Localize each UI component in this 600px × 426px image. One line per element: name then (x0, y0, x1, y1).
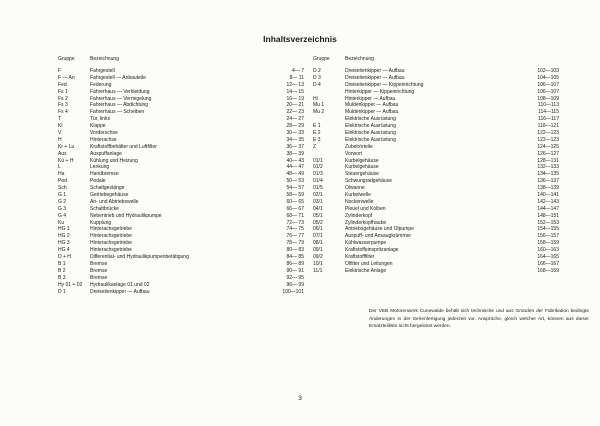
toc-description: Kurbelgehäuse (345, 164, 379, 171)
toc-group-code: F (58, 68, 62, 74)
toc-row (313, 233, 561, 240)
toc-description: Nebentrieb und Hydraulikpumpe (90, 212, 162, 219)
toc-pages: 108—109 (537, 95, 559, 102)
toc-pages: 156—157 (537, 233, 559, 240)
toc-group-code: H (58, 136, 62, 143)
toc-row (313, 171, 561, 178)
toc-row (58, 89, 306, 96)
toc-pages: 132—133 (537, 164, 559, 171)
toc-pages: 138—139 (537, 185, 559, 192)
toc-group-code: E 3 (313, 136, 321, 143)
toc-row (313, 226, 561, 233)
toc-description: Vorwort (345, 150, 362, 157)
toc-description: Kurbelgehäuse (345, 157, 379, 164)
toc-pages: 154—155 (537, 226, 559, 233)
toc-row (58, 226, 306, 233)
toc-description: Klappe (90, 123, 106, 130)
toc-description: Muldenkipper — Aufbau (345, 102, 399, 109)
toc-row (58, 171, 306, 178)
toc-row (313, 240, 561, 247)
toc-pages: 122—123 (537, 136, 559, 143)
toc-pages: 58— 59 (286, 192, 304, 199)
toc-group-code: E 2 (313, 130, 321, 137)
toc-pages: 106—107 (537, 88, 559, 95)
toc-row (58, 82, 306, 89)
toc-row (313, 144, 561, 151)
toc-group-code: 09/1 (313, 247, 323, 254)
toc-pages: 168—169 (537, 267, 559, 274)
toc-group-code: B 1 (58, 260, 66, 267)
toc-group-code: 09/2 (313, 254, 323, 261)
toc-description: Dreiseitenkipper — Kippeinrichtung (345, 81, 424, 88)
toc-pages: 12— 13 (286, 81, 304, 88)
toc-description: Getriebegehäuse (90, 192, 129, 199)
toc-pages: 40— 43 (286, 157, 304, 164)
toc-group-code: Sch (58, 185, 67, 192)
toc-group-code: 01/4 (313, 178, 323, 185)
toc-description: Hinterkipper — Kippeinrichtung (345, 88, 415, 95)
toc-description: Kühlung und Heizung (90, 157, 138, 164)
toc-row (313, 268, 561, 275)
toc-row (58, 109, 306, 116)
toc-group-code: Ha (58, 171, 65, 178)
toc-group-code: L (58, 164, 61, 171)
toc-description: Elektrische Anlage (345, 267, 387, 274)
toc-row (58, 240, 306, 247)
page-number: 3 (298, 395, 302, 402)
toc-pages: 76— 77 (286, 233, 304, 240)
toc-row (58, 233, 306, 240)
toc-pages: 4— 7 (292, 68, 304, 74)
toc-row (313, 158, 561, 165)
toc-description: Antriebsgehäuse und Ölpumpe (345, 226, 414, 233)
toc-group-code (313, 116, 345, 123)
toc-row (313, 82, 561, 89)
header-gruppe: Gruppe (313, 56, 330, 62)
toc-description: Tür, links (90, 116, 111, 123)
toc-row (313, 261, 561, 268)
toc-description: Bremse (90, 267, 108, 274)
toc-row (58, 213, 306, 220)
toc-group-code: G 1 (58, 192, 67, 199)
toc-row (313, 116, 561, 123)
toc-row (313, 199, 561, 206)
toc-group-code: HG 3 (58, 240, 70, 247)
toc-description: Hinterachsgetriebe (90, 240, 132, 247)
toc-row (313, 164, 561, 171)
toc-description: Steuergehäuse (345, 171, 379, 178)
toc-row (313, 185, 561, 192)
toc-group-code: Ped (58, 178, 67, 185)
toc-pages: 128—131 (537, 157, 559, 164)
header-bezeichnung: Bezeichnung (90, 56, 119, 62)
toc-description: Nockenwelle (345, 198, 374, 205)
toc-group-code: G 4 (58, 212, 67, 219)
toc-row (58, 275, 306, 282)
toc-group-code: Fs 3 (58, 102, 68, 109)
toc-group-code: 10/1 (313, 260, 323, 267)
toc-pages: 134—135 (537, 171, 559, 178)
toc-pages: 38— 39 (286, 150, 304, 157)
toc-group-code: Aus (58, 150, 67, 157)
toc-pages: 8— 11 (289, 74, 304, 81)
disclaimer-note: Der VEB Motorenwerk Cunewalde behält sich technische und aus Gründen der Fabrikation bedingte Änderungen in der Serienfertigung jederzeit vor. Ansprüche, gleich welcher Art, können aus dieser Ersatzteilliste nicht hergeleitet werden. (369, 309, 589, 330)
toc-row (313, 151, 561, 158)
toc-group-code (313, 89, 345, 96)
toc-description: Dreiseitenkipper — Aufbau (345, 74, 405, 81)
toc-column-left (58, 56, 306, 295)
toc-pages: 158—159 (537, 240, 559, 247)
toc-description: Zylinderkopfhaube (345, 219, 387, 226)
toc-group-code: HG 2 (58, 233, 70, 240)
toc-pages: 152—153 (537, 219, 559, 226)
toc-row (313, 178, 561, 185)
toc-description: Bremse (90, 274, 108, 281)
toc-group-code: Fs 4 (58, 109, 68, 116)
toc-pages: 144—147 (537, 205, 559, 212)
toc-description: Fahrgestell — Anbauteile (90, 74, 146, 81)
toc-row (58, 282, 306, 289)
toc-group-code: 07/1 (313, 233, 323, 240)
toc-description: Kupplung (90, 219, 112, 226)
toc-description: Schaltgestänge (90, 185, 125, 192)
toc-pages: 24— 27 (286, 116, 304, 123)
toc-group-code: 05/1 (313, 212, 323, 219)
toc-row (313, 220, 561, 227)
toc-column-right (313, 56, 561, 275)
toc-description: Auspuff- und Ansaugkrümmer (345, 233, 412, 240)
header-bezeichnung: Bezeichnung (345, 56, 374, 62)
toc-description: Lenkung (90, 164, 110, 171)
toc-row (313, 192, 561, 199)
toc-pages: 122—123 (537, 130, 559, 137)
toc-group-code: Kr + Lu (58, 143, 75, 150)
toc-description: Kraftstoffeinspritzanlage (345, 247, 399, 254)
toc-header (313, 56, 561, 64)
toc-pages: 90— 91 (286, 267, 304, 274)
toc-row (58, 102, 306, 109)
toc-description: Zubehörteile (345, 143, 373, 150)
toc-row (58, 192, 306, 199)
toc-description: Fahrgestell (90, 68, 115, 74)
toc-row (58, 151, 306, 158)
toc-description: Ölfilter und Leitungen (345, 260, 393, 267)
toc-description: Kühlwasserpumpe (345, 240, 387, 247)
toc-description: An- und Abtriebswelle (90, 198, 139, 205)
toc-pages: 78— 79 (286, 240, 304, 247)
toc-group-code: 03/1 (313, 198, 323, 205)
toc-pages: 86— 89 (286, 260, 304, 267)
toc-pages: 30— 33 (286, 130, 304, 137)
toc-description: Elektrische Ausrüstung (345, 123, 396, 130)
toc-group-code: V (58, 130, 62, 137)
toc-pages: 68— 71 (286, 212, 304, 219)
toc-description: Pedale (90, 178, 106, 185)
toc-group-code: G 2 (58, 198, 67, 205)
toc-pages: 102—103 (537, 68, 559, 74)
toc-description: Pleuel und Kolben (345, 205, 386, 212)
toc-group-code: T (58, 116, 62, 123)
toc-group-code: B 2 (58, 267, 66, 274)
toc-pages: 100—101 (282, 288, 304, 295)
toc-row (313, 213, 561, 220)
toc-pages: 166—167 (537, 260, 559, 267)
toc-pages: 14— 15 (286, 88, 304, 95)
header-gruppe: Gruppe (58, 56, 75, 62)
toc-row (58, 185, 306, 192)
toc-group-code: D 2 (313, 68, 321, 74)
toc-pages: 48— 49 (286, 171, 304, 178)
toc-description: Hinterachsgetriebe (90, 226, 132, 233)
toc-group-code: 02/1 (313, 192, 323, 199)
toc-pages: 114—115 (538, 109, 559, 116)
toc-description: Hinterachsgetriebe (90, 233, 132, 240)
toc-pages: 92— 95 (286, 274, 304, 281)
toc-group-code: 01/1 (313, 157, 323, 164)
toc-row (313, 75, 561, 82)
toc-group-code: Mu 1 (313, 102, 325, 109)
toc-pages: 106—107 (537, 81, 559, 88)
toc-pages: 116—117 (538, 116, 559, 123)
toc-group-code: 01/3 (313, 171, 323, 178)
toc-group-code: Hi (313, 95, 318, 102)
toc-header (58, 56, 306, 64)
toc-group-code: 06/1 (313, 226, 323, 233)
toc-pages: 84— 85 (286, 254, 304, 261)
toc-row (58, 75, 306, 82)
toc-group-code: G 3 (58, 205, 67, 212)
toc-description: Vorderschse (90, 130, 118, 137)
toc-group-code: 04/1 (313, 205, 323, 212)
toc-description: Hydraulikanlage 01 und 02 (90, 281, 150, 288)
toc-row (58, 144, 306, 151)
toc-row (58, 289, 306, 296)
toc-description: Dreiseitenkipper — Aufbau (345, 68, 405, 74)
toc-row (313, 102, 561, 109)
toc-row (58, 199, 306, 206)
toc-pages: 148—151 (537, 212, 559, 219)
toc-pages: 54— 57 (286, 185, 304, 192)
toc-pages: 74— 75 (286, 226, 304, 233)
toc-description: Elektrische Ausrüstung (345, 116, 396, 123)
toc-row (58, 261, 306, 268)
toc-group-code: D 3 (313, 74, 321, 81)
toc-group-code: D + H (58, 254, 71, 261)
toc-pages: 126—127 (537, 150, 559, 157)
toc-group-code: 08/1 (313, 240, 323, 247)
toc-pages: 22— 23 (286, 109, 304, 116)
toc-description: Elektrische Ausrüstung (345, 130, 396, 137)
toc-description: Muldenkipper — Aufbau (345, 109, 399, 116)
toc-pages: 164—165 (537, 254, 559, 261)
toc-description: Handbremse (90, 171, 119, 178)
toc-description: Schwungradgehäuse (345, 178, 392, 185)
toc-group-code: Fs 1 (58, 88, 68, 95)
toc-description: Differential- und Hydraulikpumpenbetätigung (90, 254, 189, 261)
toc-pages: 60— 65 (286, 198, 304, 205)
toc-pages: 118—121 (537, 123, 559, 130)
toc-pages: 104—105 (537, 74, 559, 81)
toc-group-code: Ku (58, 219, 65, 226)
toc-row (313, 89, 561, 96)
toc-description: Fahrerhaus — Verkleidung (90, 88, 150, 95)
toc-pages: 20— 21 (286, 102, 304, 109)
toc-pages: 142—143 (537, 198, 559, 205)
toc-row (58, 68, 306, 75)
toc-row (58, 123, 306, 130)
toc-group-code: 11/1 (313, 267, 323, 274)
toc-description: Auspuffanlage (90, 150, 122, 157)
toc-pages: 44— 47 (286, 164, 304, 171)
toc-row (313, 247, 561, 254)
toc-description: Ölwanne (345, 185, 365, 192)
toc-group-code: F — An (58, 74, 75, 81)
toc-description: Fahrerhaus — Verriegelung (90, 95, 152, 102)
toc-row (58, 220, 306, 227)
toc-group-code: Hy 01 + 02 (58, 281, 83, 288)
toc-description: Dreiseitenkipper — Aufbau (90, 288, 150, 295)
toc-row (58, 116, 306, 123)
toc-pages: 124—125 (537, 143, 559, 150)
toc-group-code: Kl (58, 123, 63, 130)
toc-description: Elektrische Ausrüstung (345, 136, 396, 143)
toc-row (58, 268, 306, 275)
toc-description: Bremse (90, 260, 108, 267)
toc-pages: 110—113 (538, 102, 559, 109)
toc-description: Schaltbrücke (90, 205, 119, 212)
toc-group-code: 01/5 (313, 185, 323, 192)
toc-group-code: Kü + H (58, 157, 74, 164)
toc-row (313, 96, 561, 103)
toc-description: Zylinderkopf (345, 212, 373, 219)
toc-pages: 28— 29 (286, 123, 304, 130)
toc-group-code: 05/2 (313, 219, 323, 226)
toc-row (313, 109, 561, 116)
toc-group-code: D 4 (313, 81, 321, 88)
toc-group-code: 01/2 (313, 164, 323, 171)
toc-pages: 16— 19 (286, 95, 304, 102)
toc-group-code: B 3 (58, 274, 66, 281)
toc-description: Kurbelwelle (345, 192, 371, 199)
toc-row (313, 254, 561, 261)
toc-group-code: D 1 (58, 288, 66, 295)
toc-pages: 136—137 (537, 178, 559, 185)
toc-row (58, 254, 306, 261)
toc-pages: 66— 67 (286, 205, 304, 212)
page-title: Inhaltsverzeichnis (263, 34, 337, 44)
toc-description: Hinterachsgetriebe (90, 247, 132, 254)
toc-group-code: Fed (58, 81, 67, 88)
toc-row (313, 68, 561, 75)
toc-row (313, 130, 561, 137)
toc-row (58, 247, 306, 254)
toc-row (313, 137, 561, 144)
toc-row (58, 206, 306, 213)
toc-pages: 96— 99 (286, 281, 304, 288)
toc-row (58, 96, 306, 103)
toc-row (58, 137, 306, 144)
toc-group-code: HG 4 (58, 247, 70, 254)
toc-description: Hinterachse (90, 136, 117, 143)
toc-pages: 34— 35 (286, 136, 304, 143)
toc-row (58, 178, 306, 185)
toc-description: Kraftstoffbehälter und Luftfilter (90, 143, 157, 150)
toc-group-code (313, 151, 345, 158)
toc-description: Fahrerhaus — Abdichtung (90, 102, 149, 109)
toc-description: Hinterkipper — Aufbau (345, 95, 396, 102)
toc-pages: 36— 37 (286, 143, 304, 150)
toc-description: Fahrerhaus — Scheiben (90, 109, 145, 116)
toc-row (58, 130, 306, 137)
toc-pages: 50— 53 (286, 178, 304, 185)
toc-description: Kraftstofffilter (345, 254, 375, 261)
toc-group-code: Z (313, 143, 317, 150)
toc-group-code: Mu 2 (313, 109, 325, 116)
toc-group-code: Fs 2 (58, 95, 68, 102)
toc-pages: 140—141 (537, 192, 559, 199)
toc-row (58, 164, 306, 171)
toc-group-code: E 1 (313, 123, 321, 130)
toc-description: Federung (90, 81, 112, 88)
toc-row (313, 206, 561, 213)
toc-row (313, 123, 561, 130)
toc-pages: 160—163 (537, 247, 559, 254)
toc-pages: 80— 83 (286, 247, 304, 254)
toc-pages: 72— 73 (286, 219, 304, 226)
toc-row (58, 158, 306, 165)
toc-group-code: HG 1 (58, 226, 70, 233)
